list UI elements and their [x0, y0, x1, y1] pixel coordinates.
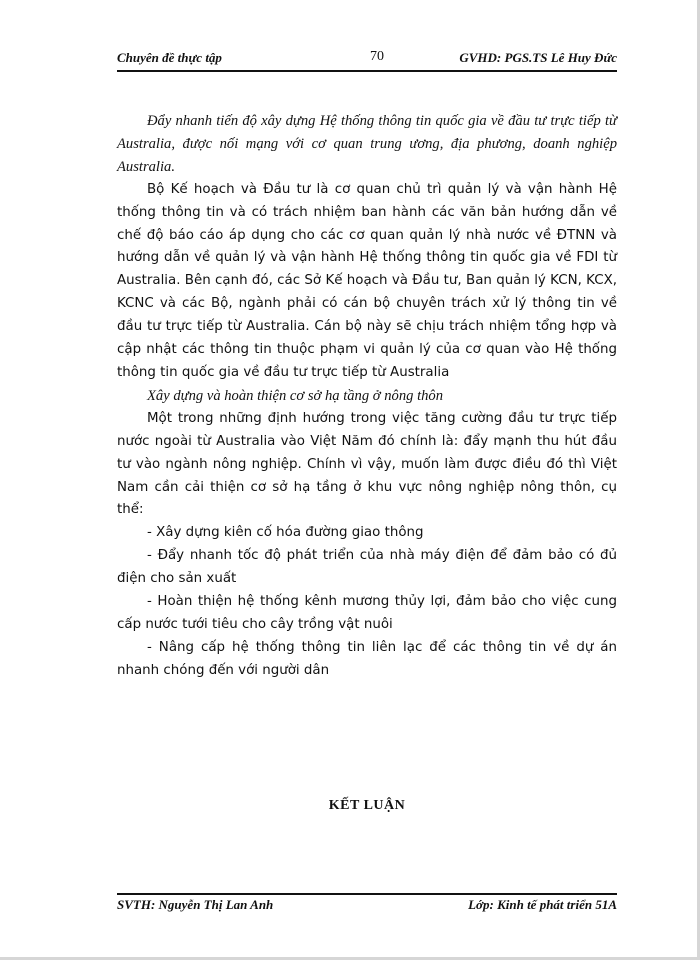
- page-header: [117, 50, 617, 70]
- bullet-item: - Xây dựng kiên cố hóa đường giao thông: [147, 525, 424, 541]
- footer-rule: [117, 893, 617, 895]
- bullet-item: - Nâng cấp hệ thống thông tin liên lạc để các thông tin về dự án nhanh chóng đến với người dân: [117, 639, 617, 678]
- header-page-number: 70: [370, 49, 384, 64]
- bullet-item: - Hoàn thiện hệ thống kênh mương thủy lợi, đảm bảo cho việc cung cấp nước tưới tiêu cho cây trồng vật nuôi: [117, 594, 617, 632]
- paragraph-2: Bộ Kế hoạch và Đầu tư là cơ quan chủ trì quản lý và vận hành Hệ thống thông tin và có trách nhiệm ban hành các văn bản hướng dẫn về chế độ báo cáo áp dụng cho các cơ quan quản lý nhà nước về ĐTNN và hướng dẫn về quản lý và vận hành Hệ thống thông tin quốc gia về FDI từ Australia. Bên cạnh đó, các Sở Kế hoạch và Đầu tư, Ban quản lý KCN, KCX, KCNC và các Bộ, ngành phải có cán bộ chuyên trách xử lý thông tin về đầu tư trực tiếp từ Australia. Cán bộ này sẽ chịu trách nhiệm tổng hợp và cập nhật các thông tin thuộc phạm vi quản lý của cơ quan vào Hệ thống thông tin quốc gia về đầu tư trực tiếp từ Australia: [117, 181, 617, 380]
- footer-class: Lớp: Kinh tế phát triển 51A: [468, 897, 617, 912]
- subheading: Xây dựng và hoàn thiện cơ sở hạ tầng ở nông thôn: [147, 387, 444, 404]
- footer-student: SVTH: Nguyễn Thị Lan Anh: [117, 897, 274, 912]
- header-supervisor: GVHD: PGS.TS Lê Huy Đức: [459, 50, 617, 65]
- header-rule: [117, 70, 617, 72]
- bullet-item: - Đẩy nhanh tốc độ phát triển của nhà máy điện để đảm bảo có đủ điện cho sản xuất: [117, 548, 617, 587]
- conclusion-heading: KẾT LUẬN: [328, 798, 406, 813]
- page-footer: [117, 897, 617, 917]
- paragraph-1: Đẩy nhanh tiến độ xây dựng Hệ thống thông tin quốc gia về đầu tư trực tiếp từ Australia, được nối mạng với cơ quan trung ương, địa phương, doanh nghiệp Australia.: [117, 113, 617, 175]
- main-body: [117, 110, 617, 683]
- paragraph-3: Một trong những định hướng trong việc tăng cường đầu tư trực tiếp nước ngoài từ Australia vào Việt Năm đó chính là: đẩy mạnh thu hút đầu tư vào ngành nông nghiệp. Chính vì vậy, muốn làm được điều đó thì Việt Nam cần cải thiện cơ sở hạ tầng ở khu vực nông nghiệp nông thôn, cụ thể:: [117, 410, 617, 518]
- header-doc-title: Chuyên đề thực tập: [117, 50, 222, 65]
